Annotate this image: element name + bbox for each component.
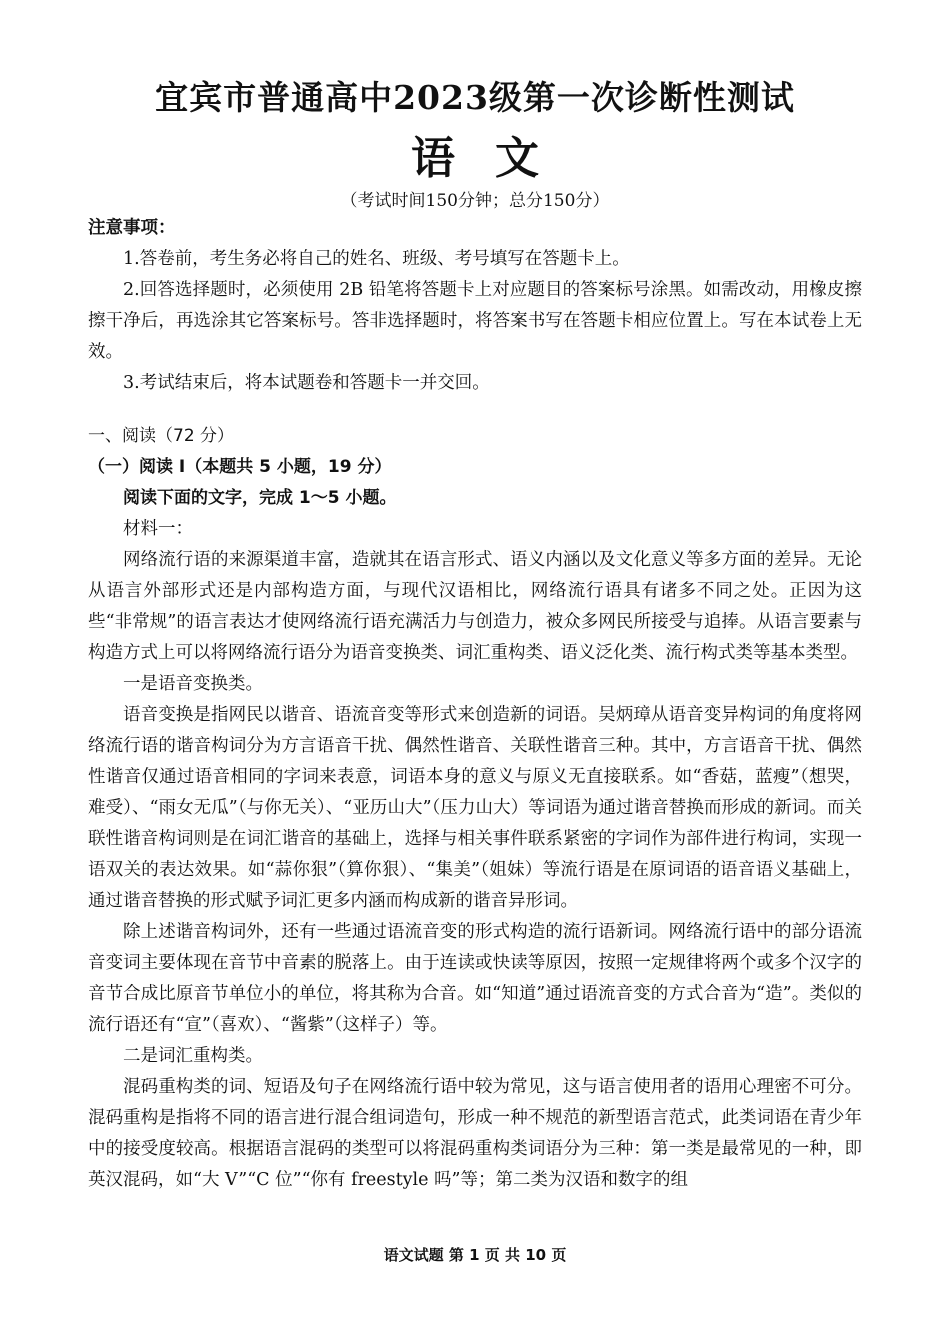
section-heading: 一、阅读（72 分） (88, 426, 235, 446)
exam-body (88, 210, 862, 1196)
paragraph: 网络流行语的来源渠道丰富，造就其在语言形式、语义内涵以及文化意义等多方面的差异。无论从语言外部形式还是内部构造方面，与现代汉语相比，网络流行语具有诸多不同之处。正因为这些“非常规”的语言表达才使网络流行语充满活力与创造力，被众多网民所接受与追捧。从语言要素与构造方式上可以将网络流行语分为语音变换类、词汇重构类、语义泛化类、流行构式类等基本类型。 (88, 550, 862, 663)
exam-info: （考试时间150分钟；总分150分） (340, 191, 610, 211)
section-subheading: （一）阅读 I（本题共 5 小题，19 分） (88, 457, 392, 477)
notice-heading: 注意事项： (88, 218, 176, 238)
paragraph: 语音变换是指网民以谐音、语流音变等形式来创造新的词语。吴炳璋从语音变异构词的角度将网络流行语的谐音构词分为方言语音干扰、偶然性谐音、关联性谐音三种。其中，方言语音干扰、偶然性谐音仅通过语音相同的字词来表意，词语本身的意义与原义无直接联系。如“香菇，蓝瘦”（想哭，难受）、“雨女无瓜”（与你无关）、“亚历山大”（压力山大）等词语为通过谐音替换而形成的新词。而关联性谐音构词则是在词汇谐音的基础上，选择与相关事件联系紧密的字词作为部件进行构词，实现一语双关的表达效果。如“蒜你狠”（算你狠）、“集美”（姐妹）等流行语是在原词语的语音语义基础上，通过谐音替换的形式赋予词汇更多内涵而构成新的谐音异形词。 (88, 705, 862, 911)
paragraph: 混码重构类的词、短语及句子在网络流行语中较为常见，这与语言使用者的语用心理密不可分。混码重构是指将不同的语言进行混合组词造句，形成一种不规范的新型语言范式，此类词语在青少年中的接受度较高。根据语言混码的类型可以将混码重构类词语分为三种：第一类是最常见的一种，即英汉混码，如“大 V”“C 位”“你有 freestyle 吗”等；第二类为汉语和数字的组 (88, 1077, 862, 1190)
section-instruction: 阅读下面的文字，完成 1～5 小题。 (123, 488, 397, 508)
notice-item: 3.考试结束后，将本试题卷和答题卡一并交回。 (123, 373, 490, 393)
subject-title: 语文 (411, 133, 579, 184)
page-footer: 语文试题 第 1 页 共 10 页 (383, 1246, 567, 1264)
notice-item: 1.答卷前，考生务必将自己的姓名、班级、考号填写在答题卡上。 (123, 249, 630, 269)
paragraph-heading: 二是词汇重构类。 (123, 1046, 263, 1066)
notice-item: 2.回答选择题时，必须使用 2B 铅笔将答题卡上对应题目的答案标号涂黑。如需改动，用橡皮擦擦干净后，再选涂其它答案标号。答非选择题时，将答案书写在答题卡相应位置上。写在本试卷上无效。 (88, 280, 862, 362)
material-label: 材料一： (123, 519, 193, 539)
exam-title: 宜宾市普通高中2023级第一次诊断性测试 (155, 78, 795, 117)
paragraph-heading: 一是语音变换类。 (123, 674, 263, 694)
spacer (88, 399, 862, 421)
paragraph: 除上述谐音构词外，还有一些通过语流音变的形式构造的流行语新词。网络流行语中的部分语流音变词主要体现在音节中音素的脱落上。由于连读或快读等原因，按照一定规律将两个或多个汉字的音节合成比原音节单位小的单位，将其称为合音。如“知道”通过语流音变的方式合音为“造”。类似的流行语还有“宣”（喜欢）、“酱紫”（这样子）等。 (88, 922, 862, 1035)
